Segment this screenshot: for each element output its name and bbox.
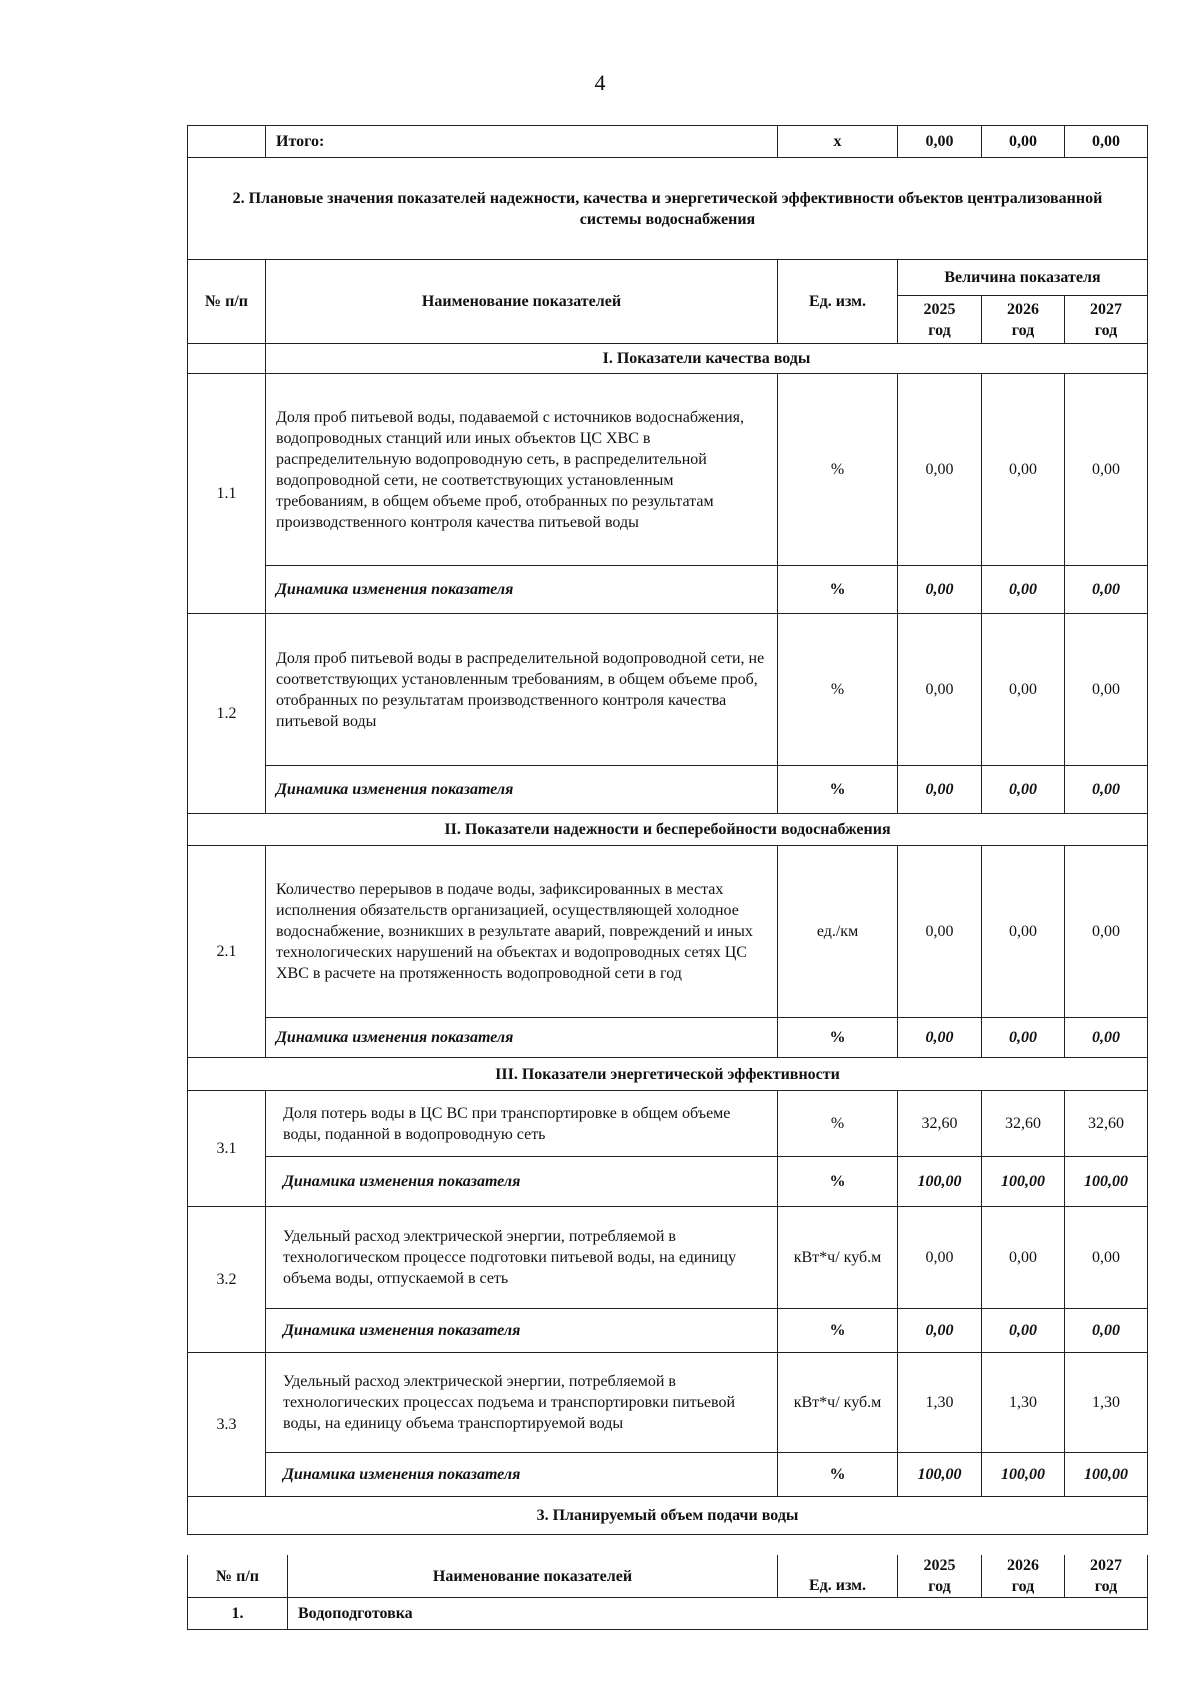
row-number: 1. <box>188 1598 288 1630</box>
indicator-name: Доля проб питьевой воды в распределительной водопроводной сети, не соответствующих установленным требованиям, в общем объеме проб, отобранных по результатам производственного контроля качества питьевой воды <box>266 614 778 766</box>
indicator-unit: % <box>778 614 898 766</box>
indicator-name: Удельный расход электрической энергии, потребляемой в технологических процессах подъема и транспортировки питьевой воды, на единицу объема транспортируемой воды <box>266 1353 778 1453</box>
indicator-name: Удельный расход электрической энергии, потребляемой в технологическом процессе подготовки питьевой воды, на единицу объема воды, отпускаемой в сеть <box>266 1207 778 1309</box>
dynamics-row <box>188 1453 1148 1497</box>
dynamics-unit: % <box>778 1018 898 1058</box>
header-unit: Ед. изм. <box>778 260 898 344</box>
header-year: 2025 год <box>898 296 982 344</box>
header-year: 2026 год <box>982 296 1065 344</box>
dynamics-value: 0,00 <box>982 566 1065 614</box>
indicator-name: Доля проб питьевой воды, подаваемой с источников водоснабжения, водопроводных станций или иных объектов ЦС ХВС в распределительную водопроводную сеть, в распределительной водопроводной сети, не соответствующих установленным требованиям, в общем объеме проб, отобранных по результатам производственного контроля качества питьевой воды <box>266 374 778 566</box>
row-number: 3.2 <box>188 1207 266 1353</box>
table-row <box>188 1598 1148 1630</box>
indicator-value: 0,00 <box>898 614 982 766</box>
dynamics-unit: % <box>778 1453 898 1497</box>
row-number: 1.2 <box>188 614 266 814</box>
header-unit: Ед. изм. <box>778 1555 898 1598</box>
dynamics-value: 0,00 <box>898 1018 982 1058</box>
dynamics-value: 0,00 <box>1065 566 1148 614</box>
header-name: Наименование показателей <box>266 260 778 344</box>
dynamics-value: 0,00 <box>1065 1309 1148 1353</box>
dynamics-value: 0,00 <box>982 766 1065 814</box>
dynamics-value: 0,00 <box>1065 1018 1148 1058</box>
indicator-value: 1,30 <box>898 1353 982 1453</box>
dynamics-value: 100,00 <box>898 1157 982 1207</box>
indicator-value: 1,30 <box>982 1353 1065 1453</box>
page-number: 4 <box>594 70 606 95</box>
indicator-value: 0,00 <box>898 374 982 566</box>
row-number: 2.1 <box>188 846 266 1058</box>
dynamics-value: 100,00 <box>1065 1157 1148 1207</box>
row-name: Водоподготовка <box>288 1598 1148 1630</box>
indicator-value: 0,00 <box>982 1207 1065 1309</box>
indicator-value: 32,60 <box>898 1091 982 1157</box>
indicator-unit: кВт*ч/ куб.м <box>778 1207 898 1309</box>
table-row <box>188 846 1148 1018</box>
group-title: I. Показатели качества воды <box>266 344 1148 374</box>
dynamics-label: Динамика изменения показателя <box>266 1453 778 1497</box>
dynamics-value: 100,00 <box>982 1157 1065 1207</box>
dynamics-row <box>188 1309 1148 1353</box>
table-row <box>188 374 1148 566</box>
total-value: 0,00 <box>1065 126 1148 158</box>
indicator-value: 0,00 <box>1065 374 1148 566</box>
dynamics-value: 100,00 <box>898 1453 982 1497</box>
section3-title: 3. Планируемый объем подачи воды <box>188 1497 1148 1535</box>
header-name: Наименование показателей <box>288 1555 778 1598</box>
dynamics-value: 0,00 <box>898 766 982 814</box>
total-value: 0,00 <box>898 126 982 158</box>
header-num: № п/п <box>188 1555 288 1598</box>
total-unit: х <box>778 126 898 158</box>
indicator-unit: кВт*ч/ куб.м <box>778 1353 898 1453</box>
indicator-value: 32,60 <box>982 1091 1065 1157</box>
dynamics-value: 100,00 <box>1065 1453 1148 1497</box>
header-year: 2027 год <box>1065 1555 1148 1598</box>
row-number: 3.3 <box>188 1353 266 1497</box>
table-row <box>188 614 1148 766</box>
indicator-value: 1,30 <box>1065 1353 1148 1453</box>
table-header-row <box>188 260 1148 296</box>
indicator-name: Доля потерь воды в ЦС ВС при транспортировке в общем объеме воды, поданной в водопроводную сеть <box>266 1091 778 1157</box>
total-value: 0,00 <box>982 126 1065 158</box>
indicator-unit: % <box>778 1091 898 1157</box>
dynamics-value: 0,00 <box>982 1309 1065 1353</box>
dynamics-label: Динамика изменения показателя <box>266 1309 778 1353</box>
indicator-value: 32,60 <box>1065 1091 1148 1157</box>
dynamics-label: Динамика изменения показателя <box>266 1157 778 1207</box>
indicators-table <box>187 125 1148 1535</box>
dynamics-value: 0,00 <box>898 1309 982 1353</box>
dynamics-label: Динамика изменения показателя <box>266 1018 778 1058</box>
indicator-value: 0,00 <box>1065 846 1148 1018</box>
dynamics-label: Динамика изменения показателя <box>266 566 778 614</box>
dynamics-value: 0,00 <box>1065 766 1148 814</box>
dynamics-unit: % <box>778 566 898 614</box>
row-number: 3.1 <box>188 1091 266 1207</box>
dynamics-value: 100,00 <box>982 1453 1065 1497</box>
dynamics-value: 0,00 <box>898 566 982 614</box>
header-year: 2027 год <box>1065 296 1148 344</box>
group-title: II. Показатели надежности и бесперебойности водоснабжения <box>188 814 1148 846</box>
header-year: 2026 год <box>982 1555 1065 1598</box>
indicator-unit: % <box>778 374 898 566</box>
indicator-value: 0,00 <box>898 846 982 1018</box>
table-header-row <box>188 1555 1148 1598</box>
dynamics-unit: % <box>778 1309 898 1353</box>
row-number: 1.1 <box>188 374 266 614</box>
section2-title: 2. Плановые значения показателей надежности, качества и энергетической эффективности объектов централизованной системы водоснабжения <box>188 158 1148 260</box>
dynamics-row <box>188 1157 1148 1207</box>
total-row-num-cell <box>188 126 266 158</box>
group-title: III. Показатели энергетической эффективности <box>188 1058 1148 1091</box>
table-row <box>188 1207 1148 1309</box>
dynamics-unit: % <box>778 766 898 814</box>
header-value-group: Величина показателя <box>898 260 1148 296</box>
water-supply-volume-table <box>187 1555 1148 1630</box>
total-row <box>188 126 1148 158</box>
dynamics-label: Динамика изменения показателя <box>266 766 778 814</box>
total-label: Итого: <box>266 126 778 158</box>
indicator-value: 0,00 <box>982 846 1065 1018</box>
dynamics-row <box>188 766 1148 814</box>
header-year: 2025 год <box>898 1555 982 1598</box>
indicator-value: 0,00 <box>1065 1207 1148 1309</box>
indicator-value: 0,00 <box>982 614 1065 766</box>
dynamics-row <box>188 566 1148 614</box>
indicator-unit: ед./км <box>778 846 898 1018</box>
table-row <box>188 1091 1148 1157</box>
indicator-value: 0,00 <box>1065 614 1148 766</box>
dynamics-row <box>188 1018 1148 1058</box>
header-num: № п/п <box>188 260 266 344</box>
indicator-name: Количество перерывов в подаче воды, зафиксированных в местах исполнения обязательств организацией, осуществляющей холодное водоснабжение, возникших в результате аварий, повреждений и иных технологических нарушений на объектах и водопроводных сетях ЦС ХВС в расчете на протяженность водопроводной сети в год <box>266 846 778 1018</box>
table-row <box>188 1353 1148 1453</box>
indicator-value: 0,00 <box>898 1207 982 1309</box>
dynamics-unit: % <box>778 1157 898 1207</box>
indicator-value: 0,00 <box>982 374 1065 566</box>
dynamics-value: 0,00 <box>982 1018 1065 1058</box>
